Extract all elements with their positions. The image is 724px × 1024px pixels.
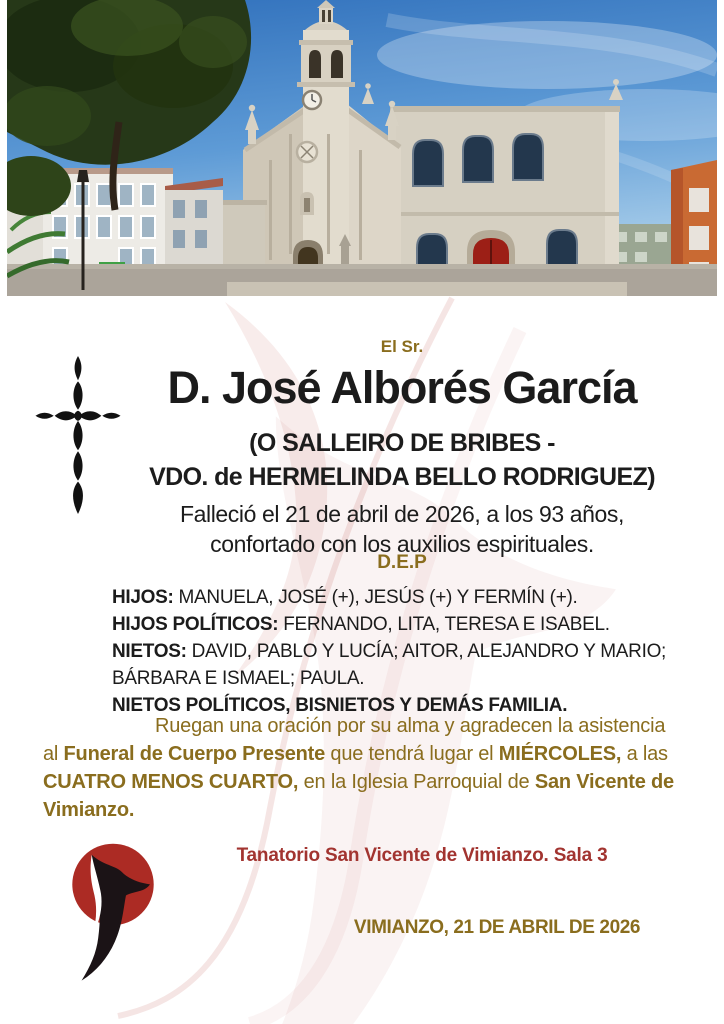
alias-line-2: VDO. de HERMELINDA BELLO RODRIGUEZ) [149, 463, 655, 491]
family-row-names: FERNANDO, LITA, TERESA E ISABEL. [278, 614, 610, 635]
death-line-1: Falleció el 21 de abril de 2026, a los 93 años, [179, 501, 625, 527]
church-photo-illustration [7, 0, 717, 296]
family-row-label: NIETOS POLÍTICOS, BISNIETOS Y DEMÁS FAMILIA. [112, 695, 568, 716]
invitation-segment: en la Iglesia Parroquial de [298, 771, 535, 793]
dep-abbreviation: D.E.P [377, 552, 427, 573]
family-list [112, 584, 688, 719]
invitation-segment: Ruegan una oración por su alma y agradecen la asistencia al [43, 715, 666, 765]
tanatorio-logo [66, 840, 160, 988]
invitation-segment: Funeral de Cuerpo Presente [63, 743, 326, 765]
family-row-hijos [112, 584, 688, 611]
family-row-hijos-politicos [112, 611, 688, 638]
honorific: El Sr. [380, 337, 424, 356]
invitation-segment: CUATRO MENOS CUARTO, [43, 771, 299, 793]
alias-line-1: (O SALLEIRO DE BRIBES - [249, 429, 555, 457]
family-row-label: HIJOS POLÍTICOS: [112, 614, 279, 635]
family-row-label: NIETOS: [112, 641, 187, 662]
invitation-segment: San Vicente de Vimianzo. [43, 771, 674, 821]
place-date-line: VIMIANZO, 21 DE ABRIL DE 2026 [353, 917, 641, 938]
church-photo [7, 0, 717, 296]
invitation-segment: que tendrá lugar el [325, 743, 499, 765]
family-row-names: MANUELA, JOSÉ (+), JESÚS (+) Y FERMÍN (+). [173, 587, 578, 608]
deceased-name: D. José Alborés García [167, 362, 637, 413]
invitation-segment: a las [621, 743, 668, 765]
family-row-names: DAVID, PABLO Y LUCÍA; AITOR, ALEJANDRO Y MARIO; BÁRBARA E ISMAEL; PAULA. [112, 641, 667, 689]
tanatorio-line: Tanatorio San Vicente de Vimianzo. Sala 3 [236, 845, 608, 866]
invitation-paragraph [43, 712, 685, 824]
death-line-2: confortado con los auxilios espirituales. [210, 531, 594, 557]
invitation-segment: MIÉRCOLES, [498, 743, 622, 765]
bird-logo-icon [66, 840, 160, 988]
family-row-nietos [112, 638, 688, 692]
family-row-label: HIJOS: [112, 587, 174, 608]
